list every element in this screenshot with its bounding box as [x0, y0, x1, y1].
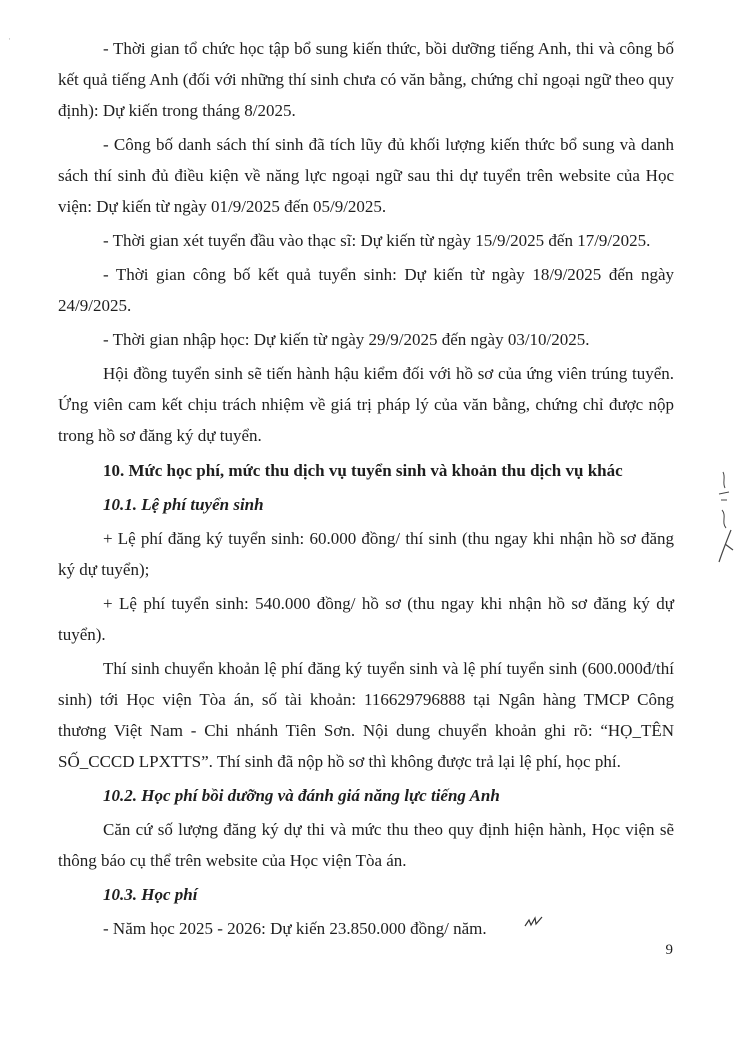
- initials-signature: [524, 915, 544, 929]
- margin-stamp-mark: [713, 470, 737, 566]
- section-10-heading: 10. Mức học phí, mức thu dịch vụ tuyển sinh và khoản thu dịch vụ khác: [103, 461, 623, 480]
- paragraph-post-check: Hội đồng tuyển sinh sẽ tiến hành hậu kiểm đối với hồ sơ của ứng viên trúng tuyển. Ứng viên cam kết chịu trách nhiệm về giá trị pháp lý của văn bằng, chứng chỉ được nộp trong hồ sơ đăng ký dự tuyển.: [58, 364, 674, 445]
- section-10-3-heading: 10.3. Học phí: [103, 885, 198, 904]
- paragraph-enrollment: - Thời gian nhập học: Dự kiến từ ngày 29/9/2025 đến ngày 03/10/2025.: [103, 330, 590, 349]
- page-number: 9: [665, 942, 673, 958]
- section-10-2-heading: 10.2. Học phí bồi dưỡng và đánh giá năng lực tiếng Anh: [103, 786, 500, 805]
- section-10-1-heading: 10.1. Lệ phí tuyển sinh: [103, 495, 264, 514]
- page-body: [58, 33, 674, 947]
- paragraph-list-announcement: - Công bố danh sách thí sinh đã tích lũy đủ khối lượng kiến thức bổ sung và danh sách thí sinh đủ điều kiện về năng lực ngoại ngữ sau thi dự tuyển trên website của Học viện: Dự kiến từ ngày 01/9/2025 đến 05/9/2025.: [58, 135, 674, 216]
- paragraph-training-schedule: - Thời gian tổ chức học tập bổ sung kiến thức, bồi dưỡng tiếng Anh, thi và công bố kết quả tiếng Anh (đối với những thí sinh chưa có văn bằng, chứng chỉ ngoại ngữ theo quy định): Dự kiến trong tháng 8/2025.: [58, 39, 674, 120]
- paragraph-results-announcement: - Thời gian công bố kết quả tuyển sinh: Dự kiến từ ngày 18/9/2025 đến ngày 24/9/2025.: [58, 265, 674, 315]
- paragraph-english-fee: Căn cứ số lượng đăng ký dự thi và mức thu theo quy định hiện hành, Học viện sẽ thông báo cụ thể trên website của Học viện Tòa án.: [58, 820, 674, 870]
- paragraph-bank-transfer: Thí sinh chuyển khoản lệ phí đăng ký tuyển sinh và lệ phí tuyển sinh (600.000đ/thí sinh) tới Học viện Tòa án, số tài khoản: 116629796888 tại Ngân hàng TMCP Công thương Việt Nam - Chi nhánh Tiên Sơn. Nội dung chuyển khoản ghi rõ: “HỌ_TÊN SỐ_CCCD LPXTTS”. Thí sinh đã nộp hồ sơ thì không được trả lại lệ phí, học phí.: [58, 659, 674, 771]
- paragraph-admission-fee: + Lệ phí tuyển sinh: 540.000 đồng/ hồ sơ (thu ngay khi nhận hồ sơ đăng ký dự tuyển).: [58, 594, 674, 644]
- scan-mark: ·: [8, 34, 11, 44]
- paragraph-admission-review: - Thời gian xét tuyển đầu vào thạc sĩ: Dự kiến từ ngày 15/9/2025 đến 17/9/2025.: [103, 231, 651, 250]
- paragraph-registration-fee: + Lệ phí đăng ký tuyển sinh: 60.000 đồng/ thí sinh (thu ngay khi nhận hồ sơ đăng ký dự tuyển);: [58, 529, 674, 579]
- paragraph-tuition: - Năm học 2025 - 2026: Dự kiến 23.850.000 đồng/ năm.: [103, 919, 487, 938]
